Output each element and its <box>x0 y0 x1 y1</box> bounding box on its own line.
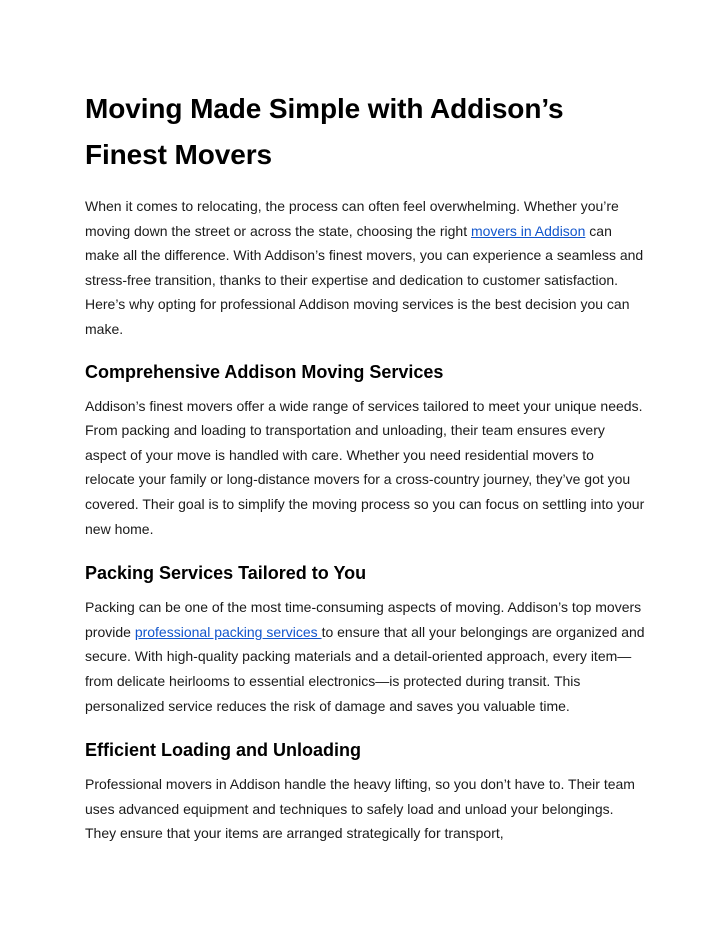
section-paragraph-packing-services <box>85 595 645 718</box>
document-page <box>85 86 645 846</box>
packing-text-end: to ensure that all your belongings are organized and secure. With high-quality packing materials and a detail-oriented approach, every item—from delicate heirlooms to essential electronics—is protected during transit. This personalized service reduces the risk of damage and saves you valuable time. <box>85 623 645 714</box>
section-heading-comprehensive-services: Comprehensive Addison Moving Services <box>85 361 444 382</box>
page-title: Moving Made Simple with Addison’s Finest Movers <box>85 93 564 170</box>
section-paragraph-loading-unloading: Professional movers in Addison handle the heavy lifting, so you don’t have to. Their team uses advanced equipment and techniques to safely load and unload your belongings. They ensure that your items are arranged strategically for transport, <box>85 776 635 842</box>
section-heading-packing-services: Packing Services Tailored to You <box>85 563 367 584</box>
intro-text-end: can make all the difference. With Addison’s finest movers, you can experience a seamless and stress-free transition, thanks to their expertise and dedication to customer satisfaction. Here’s why opting for professional Addison moving services is the best decision you can make. <box>85 222 644 337</box>
packing-text-start: Packing can be one of the most time-consuming aspects of moving. Addison’s top movers provide <box>85 599 642 640</box>
professional-packing-services-link[interactable]: professional packing services <box>134 623 322 640</box>
section-heading-loading-unloading: Efficient Loading and Unloading <box>85 740 361 761</box>
section-paragraph-comprehensive-services: Addison’s finest movers offer a wide range of services tailored to meet your unique needs. From packing and loading to transportation and unloading, their team ensures every aspect of your move is handled with care. Whether you need residential movers to relocate your family or long-distance movers for a cross-country journey, they’ve got you covered. Their goal is to simplify the moving process so you can focus on settling into your new home. <box>85 397 645 537</box>
movers-in-addison-link[interactable]: movers in Addison <box>470 222 586 239</box>
intro-text-start: When it comes to relocating, the process can often feel overwhelming. Whether you’re moving down the street or across the state, choosing the right <box>85 198 619 239</box>
intro-paragraph <box>85 194 645 342</box>
